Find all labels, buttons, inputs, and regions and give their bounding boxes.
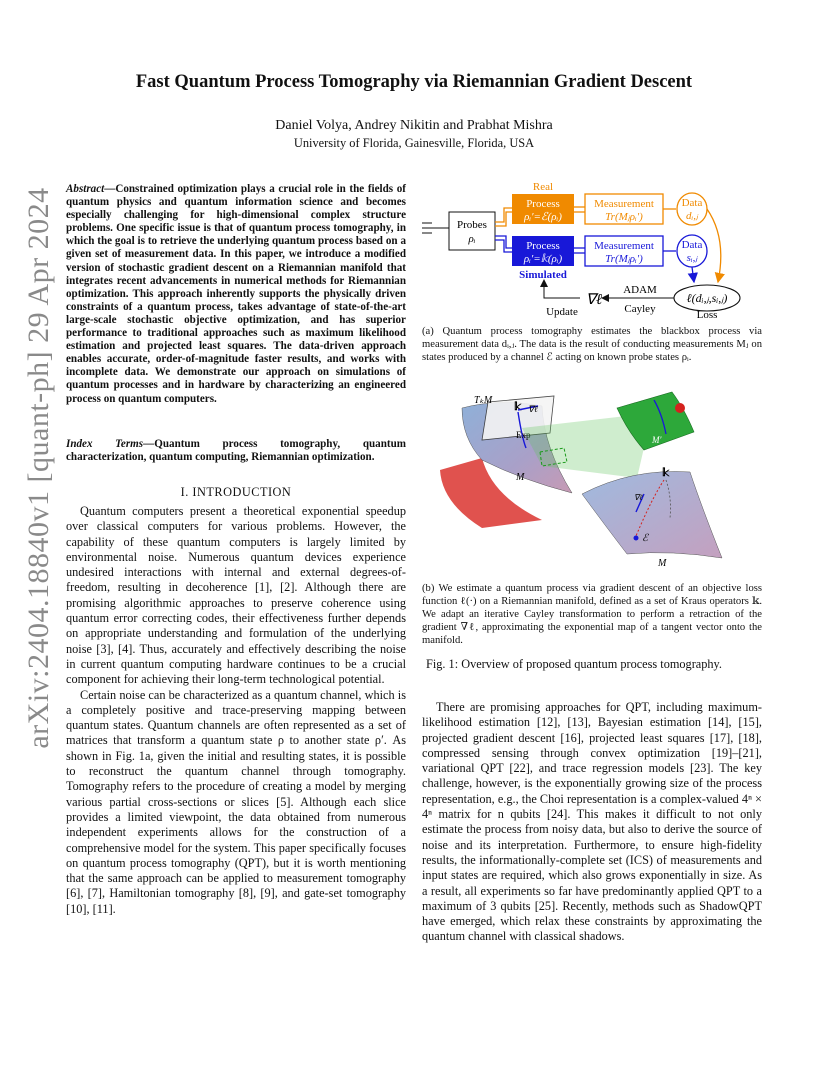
real-measurement-eq: Tr(Mⱼρᵢ′) — [605, 211, 643, 223]
sim-data-value: sᵢ,ⱼ — [686, 252, 698, 264]
sim-process-box — [512, 236, 574, 266]
intro-paragraph-1: Quantum computers present a theoretical exponential speedup over classical computers for various problems. However, the capability of these quantum computers is largely limited by environmental noise. Numerous quantum devices experience undesired interactions with internal and external degrees-of-freedom, resulting in decoherence [1], [2]. Although there are promising algorithmic approaches to preserve coherence using quantum error correcting codes, their effectiveness further depends on appropriate understanding and formulation of the underlying noise [3], [4]. Thus, accurately and effectively describing the noise in current quantum computing hardware continues to be a crucial component for achieving their long-term technological potential. — [66, 504, 406, 687]
abstract-label: Abstract — [66, 183, 105, 195]
real-process-label: Process — [526, 198, 560, 210]
k-label: 𝕜 — [514, 401, 522, 413]
gradient-symbol: ∇ℓ — [585, 292, 603, 308]
real-data-node — [677, 193, 707, 225]
sim-measurement-eq: Tr(Mⱼρᵢ′) — [605, 253, 643, 265]
loss-label: Loss — [696, 309, 718, 321]
abstract-text: —Constrained optimization plays a crucial role in the fields of quantum physics and quantum information science and becomes especially challenging for high-dimensional complex structure problems. One specific issue is that of quantum process tomography, in which the goal is to retrieve the underlying quantum process based on a given set of measurement data. In this paper, we introduce a modified version of stochastic gradient descent on a Riemannian manifold that integrates recent advancements in numerical methods for Riemannian optimization. This approach inherently supports the physically driven constraints of a quantum process, takes advantage of state-of-the-art large-scale stochastic objective optimization, and has superior performance to traditional approaches such as maximum likelihood estimation and projected least squares. The data-driven approach enables accurate, order-of-magnitude faster results, and works with incomplete data. We demonstrate our approach on simulations of quantum processes and in hardware by characterizing an engineered process on quantum computers. — [66, 183, 406, 405]
arxiv-identifier: arXiv:2404.18840v1 [quant-ph] 29 Apr 2024 — [22, 187, 55, 749]
manifold-label-green: M′ — [652, 435, 662, 445]
intro-column — [66, 504, 406, 917]
index-terms-text: —Quantum process tomography, quantum characterization, quantum computing, Riemannian optimization. — [66, 438, 406, 464]
index-terms — [66, 438, 406, 464]
figure-1a-diagram — [422, 178, 767, 322]
tangent-label: TₖM — [474, 395, 493, 406]
k-label-right: 𝕜 — [662, 467, 670, 479]
paper-affiliation: University of Florida, Gainesville, Florida, USA — [293, 136, 535, 150]
abstract — [66, 183, 406, 406]
grad-label: ∇ℓ — [528, 404, 538, 414]
cayley-label: Cayley — [624, 303, 656, 315]
real-measurement-box — [585, 194, 663, 224]
figure-1b-caption: (b) We estimate a quantum process via gradient descent of an objective loss function ℓ(·) on a Riemannian manifold, defined as a set of Kraus operators 𝕜. We adapt an iterative Cayley transformation to perform a retraction of the gradient ∇ℓ, approximating the exponential map of a tangent vector onto the manifold. — [422, 583, 762, 646]
figure-1a-caption: (a) Quantum process tomography estimates the blackbox process via measurement data dᵢ,ⱼ. The data is the result of conducting measurements Mⱼ on states produced by a channel ℰ acting on known probe states ρᵢ. — [422, 326, 762, 363]
update-label: Update — [546, 306, 578, 318]
figure-1b-diagram — [422, 388, 767, 578]
sim-data-label: Data — [681, 239, 703, 251]
real-process-eq: ρᵢ′=ℰ(ρᵢ) — [524, 211, 562, 223]
real-measurement-label: Measurement — [594, 198, 654, 210]
paper-title: Fast Quantum Process Tomography via Riemannian Gradient Descent — [135, 72, 693, 92]
intro-paragraph-3: There are promising approaches for QPT, including maximum-likelihood estimation [12], [13], Bayesian estimation [14], [15], projected gradient descent [16], projected least squares [17], [18], compressed sensing through convex optimization [19]–[21], variational QPT [22], and trace regression models [23]. The key challenge, however, is the exponentially growing size of the process representation, e.g., the Choi representation is a complex-valued 4ⁿ × 4ⁿ matrix for n qubits [24]. This makes it difficult to not only estimate the process from noisy data, but also to derive the source of noise and its interpretation. Furthermore, to ensure high-fidelity results, the informationally-complete set (ICS) of measurements and input states are required, which also grows exponentially in size. As a result, all experiments so far have predominantly applied QPT to a maximum of 3 qubits [25]. Recently, methods such as ShadowQPT have emerged, which relax these constraints by approximating the quantum channel with classical shadows. — [422, 700, 762, 944]
probes-label: Probes — [457, 219, 487, 231]
sim-process-eq: ρᵢ′=𝕜(ρᵢ) — [523, 253, 563, 265]
target-point — [675, 403, 685, 413]
adam-label: ADAM — [623, 284, 657, 296]
probes-box — [422, 212, 495, 250]
index-terms-label: Index Terms — [66, 438, 144, 450]
intro-paragraph-2: Certain noise can be characterized as a quantum channel, which is a completely positive and trace-preserving mapping between quantum states. Quantum channels are often represented as a set of matrices that transform a quantum state ρ to another state ρ′. As shown in Fig. 1a, given the initial and resulting states, it is possible to reconstruct the quantum channel through tomography. Tomography refers to the procedure of creating a model by merging various partial cross-sections or slices [5]. Although each slice provides a limited viewpoint, the data obtained from numerous independent experiments allows for the construction of a comprehensive model for the system. This paper specifically focuses on quantum process tomography (QPT), but it is worth mentioning that the same approach can be applied to measurement tomography [6], [7], Hamiltonian tomography [8], [9], and gate-set tomography [10], [11]. — [66, 687, 406, 916]
loss-expression: ℓ(dᵢ,ⱼ,sᵢ,ⱼ) — [686, 291, 728, 305]
manifold-label-right: M — [658, 558, 667, 569]
section-heading: I. INTRODUCTION — [180, 485, 292, 499]
loss-node — [674, 285, 740, 321]
real-data-value: dᵢ,ⱼ — [686, 210, 698, 222]
real-data-label: Data — [681, 197, 703, 209]
sim-data-node — [677, 235, 707, 267]
exp-label: Exp — [516, 430, 531, 440]
manifold-label-left: M — [516, 472, 525, 483]
e-label: ℰ — [642, 533, 649, 544]
paper-authors: Daniel Volya, Andrey Nikitin and Prabhat Mishra — [275, 118, 553, 133]
sim-process-label: Process — [526, 240, 560, 252]
manifold-surface-right — [582, 471, 722, 558]
sim-measurement-box — [585, 236, 663, 266]
sim-measurement-label: Measurement — [594, 240, 654, 252]
grad-label-right: ∇ℓ — [634, 493, 643, 502]
probes-symbol: ρᵢ — [468, 233, 476, 245]
real-process-box — [512, 194, 574, 224]
real-label: Real — [532, 181, 554, 193]
right-column-text — [422, 700, 762, 945]
figure-1-caption: Fig. 1: Overview of proposed quantum process tomography. — [426, 657, 722, 671]
simulated-label: Simulated — [519, 269, 567, 281]
